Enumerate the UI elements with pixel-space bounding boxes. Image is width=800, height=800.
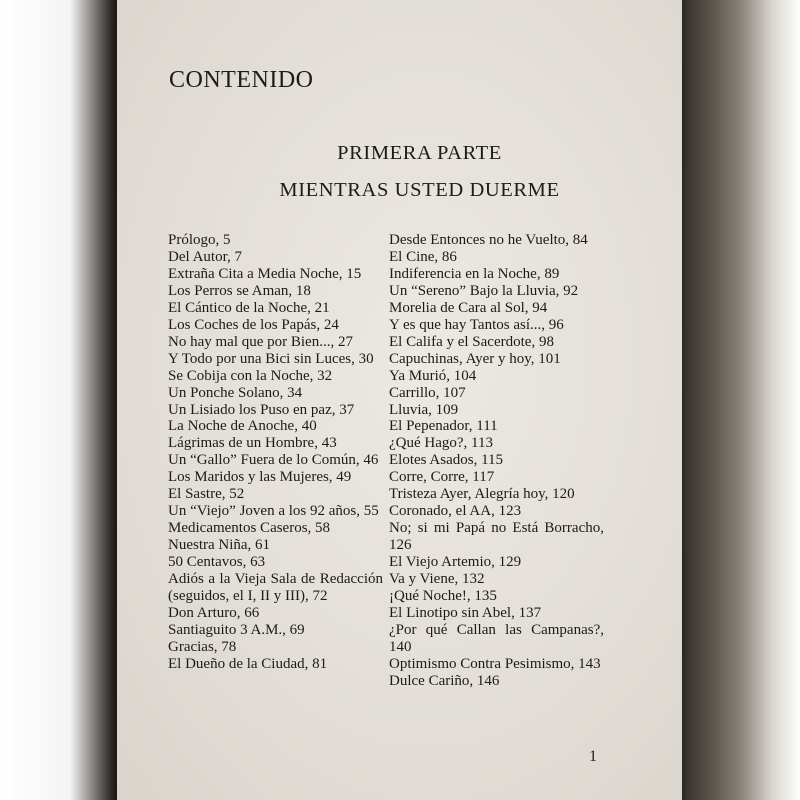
- right-background: [682, 0, 800, 800]
- toc-entry: ¿Por qué Callan las Campanas?, 140: [389, 621, 604, 655]
- toc-entry: El Cántico de la Noche, 21: [168, 299, 330, 316]
- toc-entry: Lágrimas de un Hombre, 43: [168, 435, 337, 452]
- toc-entry: Un Ponche Solano, 34: [168, 384, 303, 401]
- section-title: MIENTRAS USTED DUERME: [279, 179, 560, 201]
- toc-entry: Y es que hay Tantos así..., 96: [389, 316, 564, 333]
- toc-entry: El Califa y el Sacerdote, 98: [389, 333, 554, 350]
- toc-entry: No hay mal que por Bien..., 27: [168, 333, 353, 350]
- toc-entry: Se Cobija con la Noche, 32: [168, 367, 333, 384]
- toc-right-column: [389, 232, 604, 690]
- toc-entry: ¡Qué Noche!, 135: [389, 588, 497, 605]
- toc-entry: Medicamentos Caseros, 58: [168, 520, 331, 537]
- toc-entry: Desde Entonces no he Vuelto, 84: [389, 232, 588, 248]
- toc-entry: Morelia de Cara al Sol, 94: [389, 299, 548, 316]
- toc-entry: La Noche de Anoche, 40: [168, 418, 317, 435]
- toc-entry: Del Autor, 7: [168, 248, 242, 265]
- toc-entry: Extraña Cita a Media Noche, 15: [168, 265, 362, 282]
- page-heading: CONTENIDO: [169, 67, 314, 93]
- toc-entry: Tristeza Ayer, Alegría hoy, 120: [389, 486, 575, 503]
- toc-entry: El Linotipo sin Abel, 137: [389, 604, 542, 621]
- toc-entry: No; si mi Papá no Está Borracho, 126: [389, 520, 604, 554]
- toc-entry: Un Lisiado los Puso en paz, 37: [168, 401, 355, 418]
- toc-entry: Gracias, 78: [168, 638, 237, 655]
- left-background: [0, 0, 117, 800]
- part-title: PRIMERA PARTE: [337, 142, 502, 164]
- toc-entry: Lluvia, 109: [389, 401, 459, 418]
- toc-entry: El Dueño de la Ciudad, 81: [168, 655, 328, 672]
- toc-entry: Un “Gallo” Fuera de lo Común, 46: [168, 452, 379, 469]
- toc-entry: Prólogo, 5: [168, 232, 231, 248]
- toc-entry: Santiaguito 3 A.M., 69: [168, 621, 305, 638]
- toc-entry: El Sastre, 52: [168, 486, 245, 503]
- toc-entry: Los Coches de los Papás, 24: [168, 316, 339, 333]
- toc-entry: Dulce Cariño, 146: [389, 672, 500, 689]
- toc-entry: Los Perros se Aman, 18: [168, 282, 311, 299]
- toc-entry: Ya Murió, 104: [389, 367, 477, 384]
- toc-entry: Elotes Asados, 115: [389, 452, 504, 469]
- book-page: [117, 0, 682, 800]
- toc-entry: Un “Sereno” Bajo la Lluvia, 92: [389, 282, 579, 299]
- toc-entry: Un “Viejo” Joven a los 92 años, 55: [168, 503, 379, 520]
- toc-entry: Va y Viene, 132: [389, 571, 485, 588]
- toc-entry: ¿Qué Hago?, 113: [389, 435, 493, 452]
- toc-entry: Indiferencia en la Noche, 89: [389, 265, 560, 282]
- toc-entry: Optimismo Contra Pesimismo, 143: [389, 655, 601, 672]
- toc-entry: Corre, Corre, 117: [389, 469, 495, 486]
- toc-left-column: [168, 232, 383, 673]
- toc-entry: Don Arturo, 66: [168, 604, 260, 621]
- toc-entry: Coronado, el AA, 123: [389, 503, 522, 520]
- toc-entry: El Cine, 86: [389, 248, 457, 265]
- toc-entry: Carrillo, 107: [389, 384, 466, 401]
- toc-entry: Nuestra Niña, 61: [168, 537, 271, 554]
- toc-entry: Adiós a la Vieja Sala de Redacción (seguidos, el I, II y III), 72: [168, 571, 383, 605]
- toc-entry: Capuchinas, Ayer y hoy, 101: [389, 350, 561, 367]
- toc-entry: 50 Centavos, 63: [168, 554, 266, 571]
- toc-entry: Los Maridos y las Mujeres, 49: [168, 469, 352, 486]
- toc-entry: El Pepenador, 111: [389, 418, 498, 435]
- page-number: 1: [589, 748, 597, 765]
- toc-entry: El Viejo Artemio, 129: [389, 554, 522, 571]
- toc-entry: Y Todo por una Bici sin Luces, 30: [168, 350, 374, 367]
